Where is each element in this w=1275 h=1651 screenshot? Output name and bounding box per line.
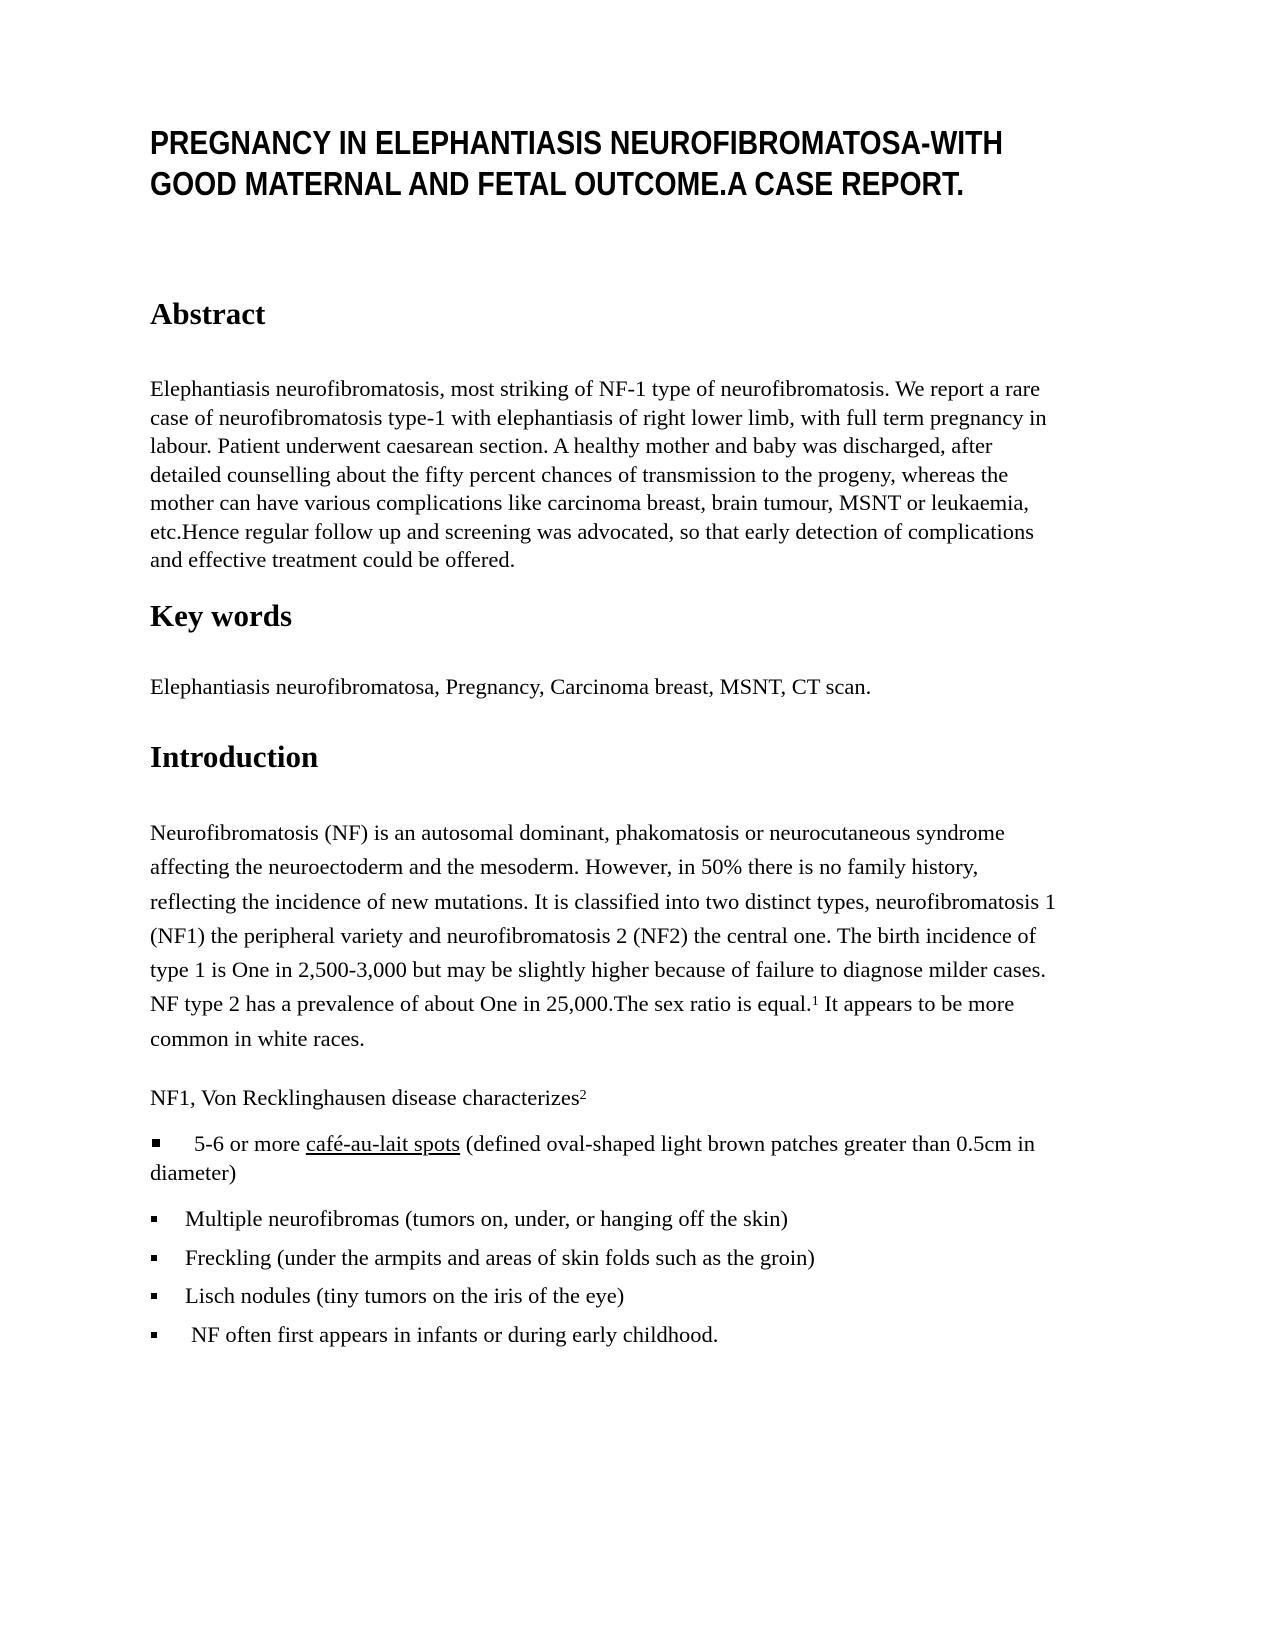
intro-line: common in white races. bbox=[150, 1025, 365, 1051]
bullet-square-icon bbox=[151, 1293, 157, 1299]
abstract-line: and effective treatment could be offered. bbox=[150, 547, 516, 572]
bullet-square-icon bbox=[151, 1255, 157, 1261]
list-item-text: Multiple neurofibromas (tumors on, under, or hanging off the skin) bbox=[185, 1206, 788, 1231]
list-item-text: NF often first appears in infants or during early childhood. bbox=[191, 1321, 719, 1347]
keywords-text bbox=[150, 673, 1140, 702]
title-line: GOOD MATERNAL AND FETAL OUTCOME.A CASE REPORT. bbox=[150, 165, 965, 202]
list-item bbox=[150, 1282, 815, 1321]
paper-title bbox=[150, 122, 1010, 204]
bullet-square-icon bbox=[151, 1332, 157, 1338]
list-item bbox=[150, 1205, 815, 1244]
abstract-text bbox=[150, 375, 1140, 575]
bullet-square-icon bbox=[151, 1216, 157, 1222]
intro-line: (NF1) the peripheral variety and neurofibromatosis 2 (NF2) the central one. The birth incidence of bbox=[150, 922, 1037, 948]
abstract-line: detailed counselling about the fifty percent chances of transmission to the progeny, whereas the bbox=[150, 461, 1009, 487]
list-item-text: diameter) bbox=[150, 1159, 237, 1185]
citation-ref: 2 bbox=[579, 1088, 587, 1103]
abstract-line: labour. Patient underwent caesarean section. A healthy mother and baby was discharged, after bbox=[150, 433, 993, 458]
list-item bbox=[150, 1130, 1035, 1187]
nf1-lead bbox=[150, 1084, 1140, 1112]
title-line: PREGNANCY IN ELEPHANTIASIS NEUROFIBROMATOSA-WITH bbox=[150, 124, 1004, 161]
intro-line: Neurofibromatosis (NF) is an autosomal dominant, phakomatosis or neurocutaneous syndrome bbox=[150, 820, 1005, 845]
abstract-line: Elephantiasis neurofibromatosis, most striking of NF-1 type of neurofibromatosis. We report a rare bbox=[150, 376, 1041, 401]
intro-text: It appears to be more bbox=[818, 991, 1015, 1017]
keywords-line: Elephantiasis neurofibromatosa, Pregnancy, Carcinoma breast, MSNT, CT scan. bbox=[150, 674, 872, 699]
abstract-line: case of neurofibromatosis type-1 with elephantiasis of right lower limb, with full term pregnancy in bbox=[150, 404, 1047, 430]
list-item bbox=[150, 1321, 815, 1360]
nf1-features-list bbox=[150, 1205, 815, 1359]
intro-line bbox=[150, 987, 1140, 1021]
intro-line: type 1 is One in 2,500-3,000 but may be slightly higher because of failure to diagnose milder cases. bbox=[150, 957, 1047, 983]
nf1-lead-text: NF1, Von Recklinghausen disease characterizes bbox=[150, 1085, 580, 1110]
introduction-heading: Introduction bbox=[150, 739, 319, 774]
citation-ref: 1 bbox=[811, 994, 819, 1010]
list-item bbox=[150, 1244, 815, 1283]
cafe-au-lait-link[interactable]: café-au-lait spots bbox=[305, 1131, 461, 1156]
intro-line: affecting the neuroectoderm and the mesoderm. However, in 50% there is no family history, bbox=[150, 854, 979, 880]
introduction-text bbox=[150, 816, 1140, 1056]
list-item-text: 5-6 or more bbox=[194, 1131, 306, 1156]
abstract-line: mother can have various complications like carcinoma breast, brain tumour, MSNT or leukaemia, bbox=[150, 490, 1030, 515]
list-item-text: Lisch nodules (tiny tumors on the iris of the eye) bbox=[185, 1283, 625, 1308]
intro-line: reflecting the incidence of new mutations. It is classified into two distinct types, neurofibromatosis 1 bbox=[150, 888, 1057, 914]
intro-text: NF type 2 has a prevalence of about One in 25,000.The sex ratio is equal. bbox=[150, 991, 812, 1017]
bullet-square-icon bbox=[152, 1139, 160, 1147]
abstract-line: etc.Hence regular follow up and screening was advocated, so that early detection of complications bbox=[150, 518, 1035, 544]
abstract-heading: Abstract bbox=[150, 296, 266, 331]
list-item-text: (defined oval-shaped light brown patches greater than 0.5cm in bbox=[460, 1131, 1035, 1156]
keywords-heading: Key words bbox=[150, 598, 293, 633]
list-item-text: Freckling (under the armpits and areas of skin folds such as the groin) bbox=[185, 1244, 815, 1270]
